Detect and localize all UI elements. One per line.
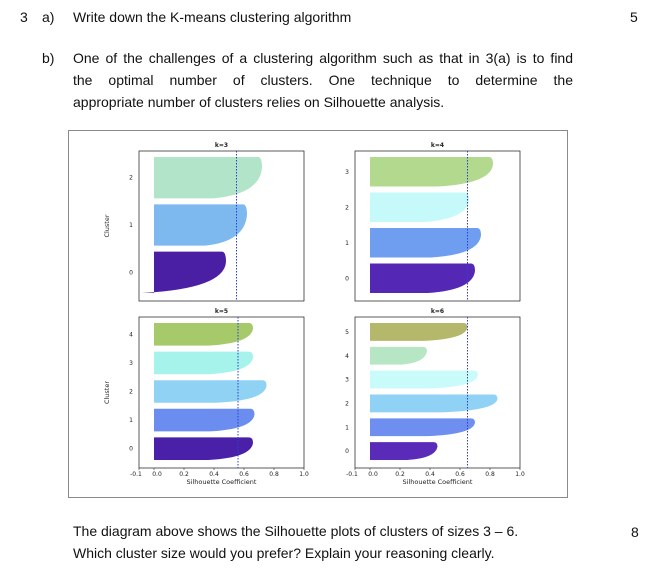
cluster-tick-label: 2 — [345, 400, 349, 408]
silhouette-cluster-band — [370, 193, 469, 223]
cluster-tick-label: 0 — [129, 445, 133, 453]
silhouette-cluster-band — [370, 157, 493, 187]
follow-up-line: Which cluster size would you prefer? Explain your reasoning clearly. — [73, 545, 495, 561]
part-b-text — [73, 47, 573, 113]
question-number: 3 — [20, 9, 28, 25]
cluster-tick-label: 1 — [345, 239, 349, 247]
x-tick-label: 1.0 — [515, 471, 525, 478]
silhouette-cluster-band — [370, 323, 468, 341]
silhouette-cluster-band — [370, 442, 438, 460]
x-tick-label: 1.0 — [299, 471, 309, 478]
part-b-label: b) — [42, 50, 55, 66]
x-axis-label: Silhouette Coefficient — [186, 478, 257, 486]
silhouette-cluster-band — [142, 252, 226, 293]
silhouette-cluster-band — [154, 409, 255, 432]
cluster-tick-label: 0 — [345, 448, 349, 456]
silhouette-cluster-band — [370, 395, 498, 413]
cluster-tick-label: 1 — [129, 222, 133, 229]
x-tick-label: -0.1 — [346, 471, 358, 478]
x-tick-label: 0.6 — [455, 471, 465, 478]
cluster-tick-label: 1 — [129, 417, 133, 425]
part-b-line: the optimal number of clusters. One technique to determine the — [73, 72, 573, 88]
plot-title: k=3 — [214, 142, 229, 149]
plot-title: k=5 — [214, 308, 229, 315]
cluster-tick-label: 2 — [129, 388, 133, 396]
cluster-tick-label: 0 — [345, 275, 349, 283]
x-tick-label: 0.8 — [485, 471, 495, 478]
part-b-line: One of the challenges of a clustering algorithm such as that in 3(a) is to find — [73, 50, 573, 66]
x-tick-label: -0.1 — [130, 471, 142, 478]
x-tick-label: 0.4 — [425, 471, 435, 478]
x-tick-label: 0.8 — [269, 471, 279, 478]
silhouette-cluster-band — [370, 264, 475, 294]
x-tick-label: 0.6 — [239, 471, 249, 478]
x-tick-label: 0.4 — [209, 471, 219, 478]
x-axis-label: Silhouette Coefficient — [402, 478, 473, 486]
cluster-tick-label: 2 — [129, 174, 133, 182]
silhouette-cluster-band — [370, 228, 481, 258]
silhouette-plots — [69, 131, 567, 497]
silhouette-cluster-band — [370, 371, 478, 389]
cluster-tick-label: 3 — [129, 359, 133, 367]
cluster-tick-label: 3 — [345, 376, 349, 384]
part-a-marks: 5 — [630, 9, 638, 25]
x-tick-label: 0.0 — [368, 471, 378, 478]
silhouette-cluster-band — [154, 380, 267, 403]
x-tick-label: 0.0 — [152, 471, 162, 478]
part-a-label: a) — [42, 9, 55, 25]
x-tick-label: 0.2 — [179, 471, 189, 478]
silhouette-cluster-band — [154, 204, 247, 245]
cluster-tick-label: 5 — [345, 328, 349, 336]
cluster-tick-label: 4 — [129, 331, 133, 339]
silhouette-cluster-band — [370, 347, 427, 365]
follow-up-text — [73, 520, 593, 564]
cluster-tick-label: 4 — [345, 352, 349, 360]
y-axis-label: Cluster — [103, 380, 111, 405]
part-a-text: Write down the K-means clustering algorithm — [73, 9, 352, 25]
cluster-tick-label: 3 — [345, 168, 349, 176]
silhouette-figure — [68, 130, 568, 498]
cluster-tick-label: 2 — [345, 204, 349, 212]
cluster-tick-label: 1 — [345, 424, 349, 432]
y-axis-label: Cluster — [103, 214, 111, 238]
cluster-tick-label: 0 — [129, 269, 133, 277]
silhouette-cluster-band — [370, 418, 475, 436]
x-tick-label: 0.2 — [395, 471, 405, 478]
silhouette-cluster-band — [154, 157, 262, 198]
part-b-line: appropriate number of clusters relies on Silhouette analysis. — [73, 94, 445, 110]
follow-up-marks: 8 — [631, 524, 639, 540]
follow-up-line: The diagram above shows the Silhouette plots of clusters of sizes 3 – 6. — [73, 523, 519, 539]
plot-title: k=6 — [430, 308, 445, 315]
plot-title: k=4 — [430, 142, 445, 149]
